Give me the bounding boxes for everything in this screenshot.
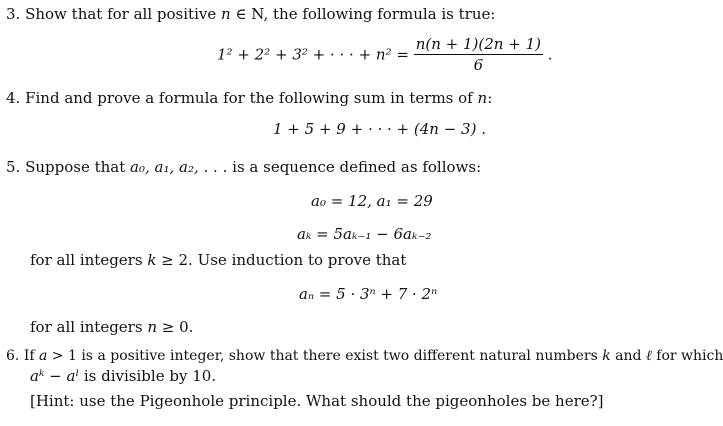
initial-conditions: a₀ = 12, a₁ = 29 xyxy=(311,192,433,210)
problem-text: is a sequence defined as follows: xyxy=(227,158,482,176)
closed-form-condition: for all integers n ≥ 0. xyxy=(30,318,194,336)
recurrence-condition: for all integers k ≥ 2. Use induction to prove that xyxy=(30,251,407,269)
problem-6-continuation: aᵏ − aˡ is divisible by 10. xyxy=(30,367,217,385)
formula-lhs: 1² + 2² + 3² + · · · + n² = xyxy=(217,45,409,64)
problem-number: 4. xyxy=(6,89,21,107)
formula-end: . xyxy=(547,45,553,64)
hint-text: [Hint: use the Pigeonhole principle. What should the pigeonholes be here?] xyxy=(30,392,604,410)
problem-text: Show that for all positive xyxy=(25,5,221,23)
problem-text: Suppose that xyxy=(25,158,131,176)
closed-form-formula: aₙ = 5 · 3ⁿ + 7 · 2ⁿ xyxy=(299,285,438,303)
problem-number: 5. xyxy=(6,158,21,176)
problem-4-statement xyxy=(6,89,492,107)
math-variable: n xyxy=(477,89,488,107)
recurrence-relation: aₖ = 5aₖ₋₁ − 6aₖ₋₂ xyxy=(297,225,432,243)
fraction-numerator: n(n + 1)(2n + 1) xyxy=(415,35,541,53)
problem-text: ∈ N, the following formula is true: xyxy=(230,5,496,23)
problem-5-statement xyxy=(6,158,481,176)
problem-number: 6. xyxy=(6,348,20,364)
problem-6-statement: 6. If a > 1 is a positive integer, show that there exist two different natural numbers k and ℓ for which xyxy=(6,348,723,364)
fraction-denominator: 6 xyxy=(473,56,484,74)
problem-number: 3. xyxy=(6,5,21,23)
math-variable: n xyxy=(221,5,231,23)
problem-text: : xyxy=(487,89,493,107)
fraction xyxy=(414,34,543,75)
arithmetic-sum-formula: 1 + 5 + 9 + · · · + (4n − 3) . xyxy=(273,120,486,138)
sum-of-squares-formula xyxy=(217,34,553,75)
divisibility-expression: aᵏ − aˡ xyxy=(30,367,80,385)
sequence-notation: a₀, a₁, a₂, . . . xyxy=(130,158,228,176)
problem-3-statement xyxy=(6,5,495,23)
problem-text: Find and prove a formula for the following sum in terms of xyxy=(25,89,478,107)
